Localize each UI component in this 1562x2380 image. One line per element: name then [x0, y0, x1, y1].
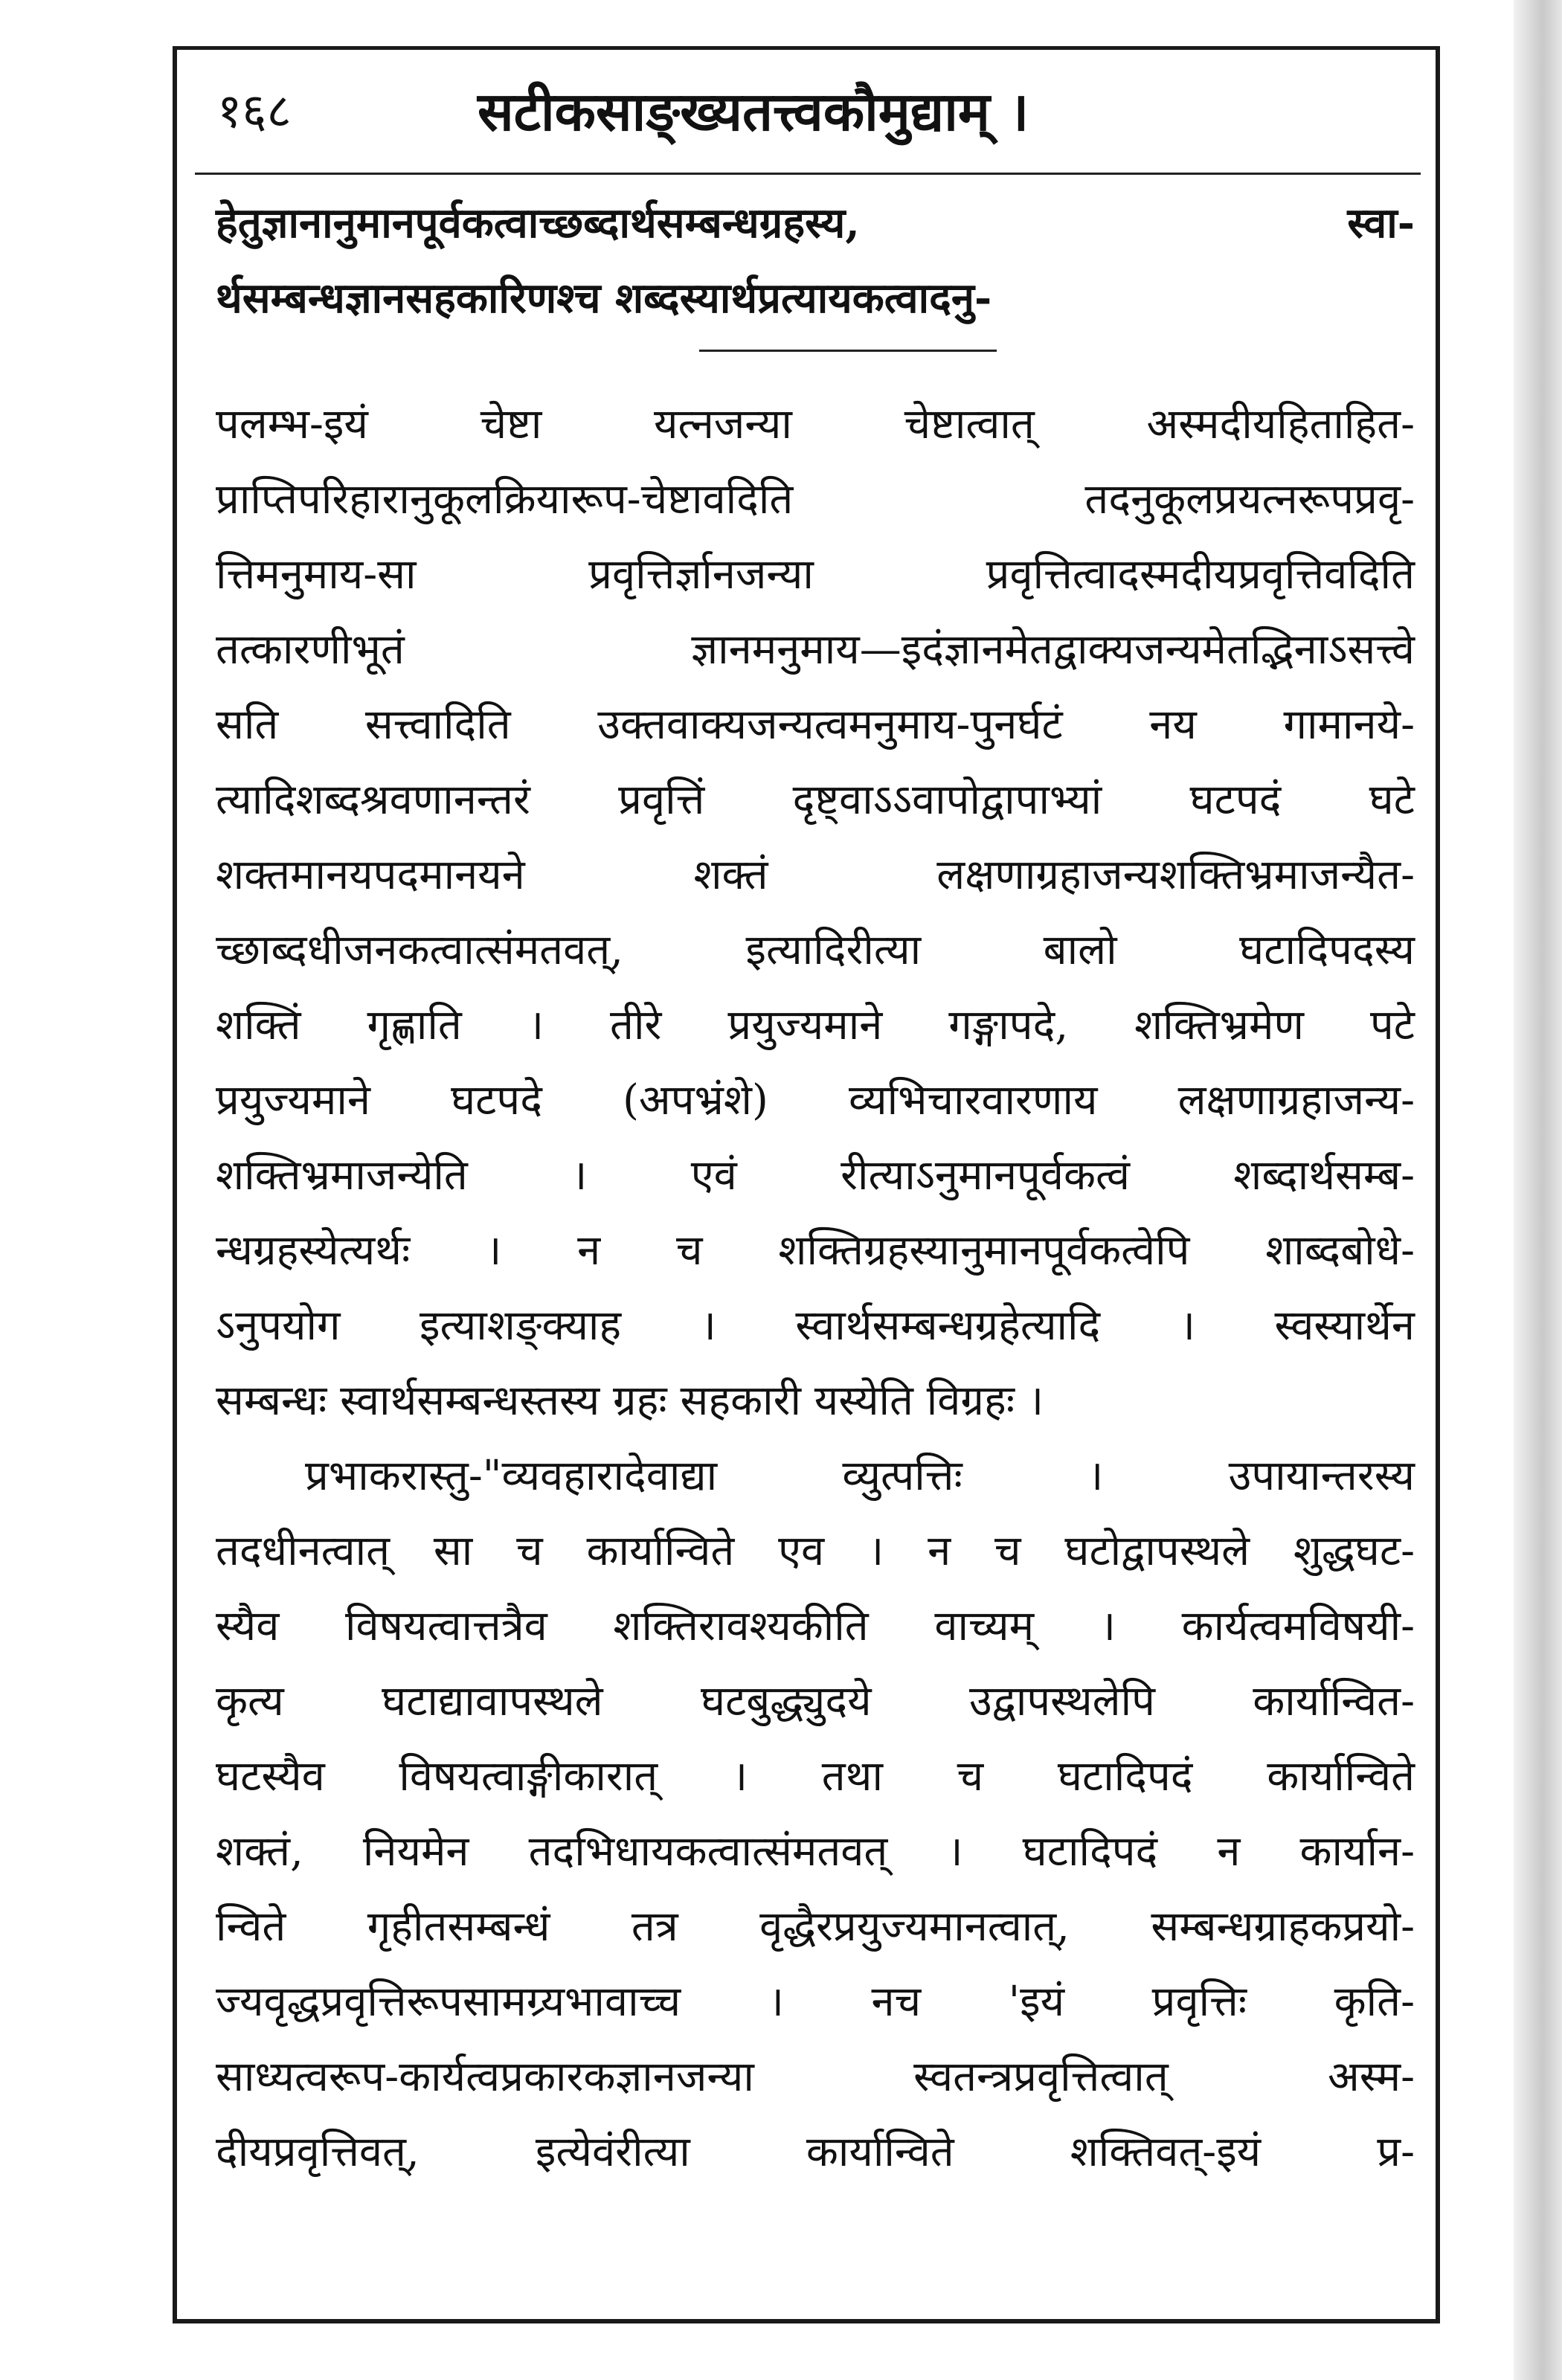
- commentary-line: न्विते गृहीतसम्बन्धं तत्र वृद्धैरप्रयुज्यमानत्वात्, सम्बन्धग्राहकप्रयो-: [216, 1903, 1415, 1951]
- section-divider: [699, 350, 997, 352]
- commentary-line: शक्तमानयपदमानयने शक्तं लक्षणाग्रहाजन्यशक्तिभ्रमाजन्यैत-: [216, 851, 1415, 899]
- commentary-line: तत्कारणीभूतं ज्ञानमनुमाय—इदंज्ञानमेतद्वाक्यजन्यमेतद्भिनाऽसत्त्वे: [216, 625, 1415, 674]
- commentary-line: स्यैव विषयत्वात्तत्रैव शक्तिरावश्यकीति वाच्यम् । कार्यत्वमविषयी-: [216, 1602, 1415, 1650]
- commentary-line: सति सत्त्वादिति उक्तवाक्यजन्यत्वमनुमाय-पुनर्घटं नय गामानये-: [216, 701, 1415, 749]
- commentary-line: शक्तिभ्रमाजन्येति । एवं रीत्याऽनुमानपूर्वकत्वं शब्दार्थसम्ब-: [216, 1151, 1415, 1200]
- commentary-line: पलम्भ-इयं चेष्टा यत्नजन्या चेष्टात्वात् अस्मदीयहिताहित-: [216, 400, 1415, 448]
- header-rule: [195, 173, 1421, 175]
- bottom-rule: [173, 2319, 1440, 2323]
- mula-line: हेतुज्ञानानुमानपूर्वकत्वाच्छब्दार्थसम्बन्धग्रहस्य, स्वा-: [216, 199, 1415, 248]
- commentary-line: त्तिमनुमाय-सा प्रवृत्तिर्ज्ञानजन्या प्रवृत्तित्वादस्मदीयप्रवृत्तिवदिति: [216, 550, 1415, 599]
- commentary-line: दीयप्रवृत्तिवत्, इत्येवंरीत्या कार्यान्विते शक्तिवत्-इयं प्र-: [216, 2128, 1415, 2176]
- running-header: [195, 82, 1415, 164]
- page-edge-shadow: [1514, 0, 1562, 2380]
- commentary-line: प्रयुज्यमाने घटपदे (अपभ्रंशे) व्यभिचारवारणाय लक्षणाग्रहाजन्य-: [216, 1076, 1415, 1125]
- commentary-line: घटस्यैव विषयत्वाङ्गीकारात् । तथा च घटादिपदं कार्यान्विते: [216, 1752, 1415, 1801]
- commentary-line: शक्तं, नियमेन तदभिधायकत्वात्संमतवत् । घटादिपदं न कार्यान-: [216, 1827, 1415, 1876]
- commentary-line: त्यादिशब्दश्रवणानन्तरं प्रवृत्तिं दृष्ट्वाऽऽवापोद्वापाभ्यां घटपदं घटे: [216, 776, 1415, 824]
- commentary-line: साध्यत्वरूप-कार्यत्वप्रकारकज्ञानजन्या स्वतन्त्रप्रवृत्तित्वात् अस्म-: [216, 2053, 1415, 2101]
- commentary-line: प्राप्तिपरिहारानुकूलक्रियारूप-चेष्टावदिति तदनुकूलप्रयत्नरूपप्रवृ-: [216, 475, 1415, 524]
- right-margin-rule: [1436, 46, 1440, 2322]
- running-title: सटीकसाङ्ख्यतत्त्वकौमुद्याम् ।: [478, 80, 1029, 143]
- left-margin-rule: [173, 46, 177, 2322]
- commentary-line: सम्बन्धः स्वार्थसम्बन्धस्तस्य ग्रहः सहकारी यस्येति विग्रहः ।: [216, 1377, 1044, 1425]
- commentary-line: न्धग्रहस्येत्यर्थः । न च शक्तिग्रहस्यानुमानपूर्वकत्वेपि शाब्दबोधे-: [216, 1226, 1415, 1275]
- top-rule: [173, 46, 1440, 50]
- commentary-line: कृत्य घटाद्यावापस्थले घटबुद्ध्युदये उद्वापस्थलेपि कार्यान्वित-: [216, 1677, 1415, 1726]
- page-number: १६८: [217, 84, 292, 139]
- mula-text-block: [216, 186, 1415, 336]
- commentary-text-block: [216, 387, 1415, 2190]
- commentary-line: ज्यवृद्धप्रवृत्तिरूपसामग्र्यभावाच्च । नच 'इयं प्रवृत्तिः कृति-: [216, 1978, 1415, 2026]
- commentary-line: ऽनुपयोग इत्याशङ्क्याह । स्वार्थसम्बन्धग्रहेत्यादि । स्वस्यार्थेन: [216, 1302, 1415, 1350]
- commentary-line: तदधीनत्वात् सा च कार्यान्विते एव । न च घटोद्वापस्थले शुद्धघट-: [216, 1527, 1415, 1575]
- commentary-line: च्छाब्दधीजनकत्वात्संमतवत्, इत्यादिरीत्या बालो घटादिपदस्य: [216, 926, 1415, 974]
- mula-line: र्थसम्बन्धज्ञानसहकारिणश्च शब्दस्यार्थप्रत्यायकत्वादनु-: [216, 274, 992, 323]
- commentary-line: शक्तिं गृह्णाति । तीरे प्रयुज्यमाने गङ्गापदे, शक्तिभ्रमेण पटे: [216, 1001, 1415, 1049]
- commentary-paragraph-start: प्रभाकरास्तु-"व्यवहारादेवाद्या व्युत्पत्तिः । उपायान्तरस्य: [305, 1452, 1415, 1500]
